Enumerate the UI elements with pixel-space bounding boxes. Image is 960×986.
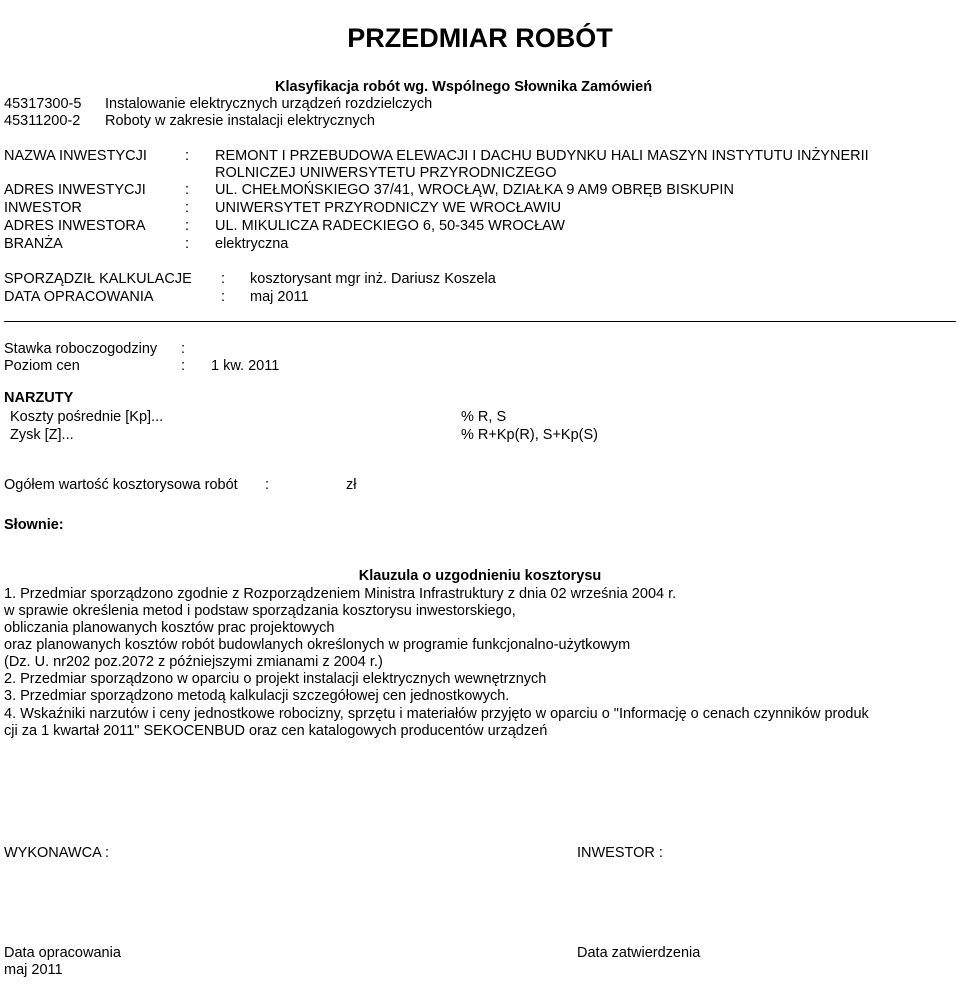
clause-line: oraz planowanych kosztów robót budowlanych określonych w programie funkcjonalno-użytkowym: [4, 637, 631, 653]
investment-name: REMONT I PRZEBUDOWA ELEWACJI I DACHU BUDYNKU HALI MASZYN INSTYTUTU INŻYNERII: [215, 148, 869, 164]
investment-address: UL. CHEŁMOŃSKIEGO 37/41, WROCŁĄW, DZIAŁKA 9 AM9 OBRĘB BISKUPIN: [215, 182, 734, 198]
branch: elektryczna: [215, 236, 289, 252]
clause-line: w sprawie określenia metod i podstaw sporządzania kosztorysu inwestorskiego,: [4, 603, 516, 619]
colon: :: [185, 236, 190, 252]
date-prepared-footer: maj 2011: [4, 962, 63, 978]
clause-heading: Klauzula o uzgodnieniu kosztorysu: [358, 568, 602, 584]
clause-line: 4. Wskaźniki narzutów i ceny jednostkowe robocizny, sprzętu i materiałów przyjęto w oparciu o "Informację o cenach czynników produk: [4, 706, 869, 722]
profit-basis: % R+Kp(R), S+Kp(S): [461, 427, 598, 443]
prepared-by: kosztorysant mgr inż. Dariusz Koszela: [250, 271, 496, 287]
colon: :: [185, 148, 190, 164]
investment-address-label: ADRES INWESTYCJI: [4, 182, 146, 198]
contractor-signature-label: WYKONAWCA :: [4, 845, 109, 861]
investor-signature-label: INWESTOR :: [577, 845, 663, 861]
indirect-costs-basis: % R, S: [461, 409, 507, 425]
classification-heading: Klasyfikacja robót wg. Wspólnego Słownika Zamówień: [275, 79, 653, 95]
clause-line: cji za 1 kwartał 2011" SEKOCENBUD oraz cen katalogowych producentów urządzeń: [4, 723, 548, 739]
clause-line: obliczania planowanych kosztów prac projektowych: [4, 620, 335, 636]
colon: :: [185, 218, 190, 234]
price-level: 1 kw. 2011: [211, 358, 280, 374]
investor-address: UL. MIKULICZA RADECKIEGO 6, 50-345 WROCŁAW: [215, 218, 565, 234]
hourly-rate-label: Stawka roboczogodziny: [4, 341, 158, 357]
date-approved-label: Data zatwierdzenia: [577, 945, 701, 961]
classification-desc: Roboty w zakresie instalacji elektrycznych: [105, 113, 375, 129]
classification-desc: Instalowanie elektrycznych urządzeń rozdzielczych: [105, 96, 433, 112]
colon: :: [221, 289, 226, 305]
branch-label: BRANŻA: [4, 236, 63, 252]
classification-code: 45311200-2: [4, 113, 81, 129]
profit-label: Zysk [Z]...: [10, 427, 74, 443]
date-prepared-label: DATA OPRACOWANIA: [4, 289, 154, 305]
colon: :: [185, 182, 190, 198]
colon: :: [265, 477, 270, 493]
date-prepared-footer-label: Data opracowania: [4, 945, 121, 961]
investor-label: INWESTOR: [4, 200, 82, 216]
investment-name-cont: ROLNICZEJ UNIWERSYTETU PRZYRODNICZEGO: [215, 165, 557, 181]
indirect-costs-label: Koszty pośrednie [Kp]...: [10, 409, 164, 425]
clause-line: 1. Przedmiar sporządzono zgodnie z Rozporządzeniem Ministra Infrastruktury z dnia 02 września 2004 r.: [4, 586, 677, 602]
total-value-label: Ogółem wartość kosztorysowa robót: [4, 477, 238, 493]
classification-code: 45317300-5: [4, 96, 82, 112]
colon: :: [181, 341, 186, 357]
colon: :: [221, 271, 226, 287]
investor-address-label: ADRES INWESTORA: [4, 218, 146, 234]
investment-name-label: NAZWA INWESTYCJI: [4, 148, 147, 164]
colon: :: [185, 200, 190, 216]
date-prepared: maj 2011: [250, 289, 309, 305]
investor: UNIWERSYTET PRZYRODNICZY WE WROCŁAWIU: [215, 200, 562, 216]
surcharges-heading: NARZUTY: [4, 390, 74, 406]
document-title: PRZEDMIAR ROBÓT: [347, 23, 613, 53]
clause-line: 2. Przedmiar sporządzono w oparciu o projekt instalacji elektrycznych wewnętrznych: [4, 671, 547, 687]
divider: [4, 321, 956, 322]
clause-line: (Dz. U. nr202 poz.2072 z późniejszymi zmianami z 2004 r.): [4, 654, 383, 670]
prepared-by-label: SPORZĄDZIŁ KALKULACJE: [4, 271, 192, 287]
in-words-label: Słownie:: [4, 517, 64, 533]
clause-line: 3. Przedmiar sporządzono metodą kalkulacji szczegółowej cen jednostkowych.: [4, 688, 510, 704]
colon: :: [181, 358, 186, 374]
price-level-label: Poziom cen: [4, 358, 80, 374]
currency-unit: zł: [346, 477, 357, 493]
